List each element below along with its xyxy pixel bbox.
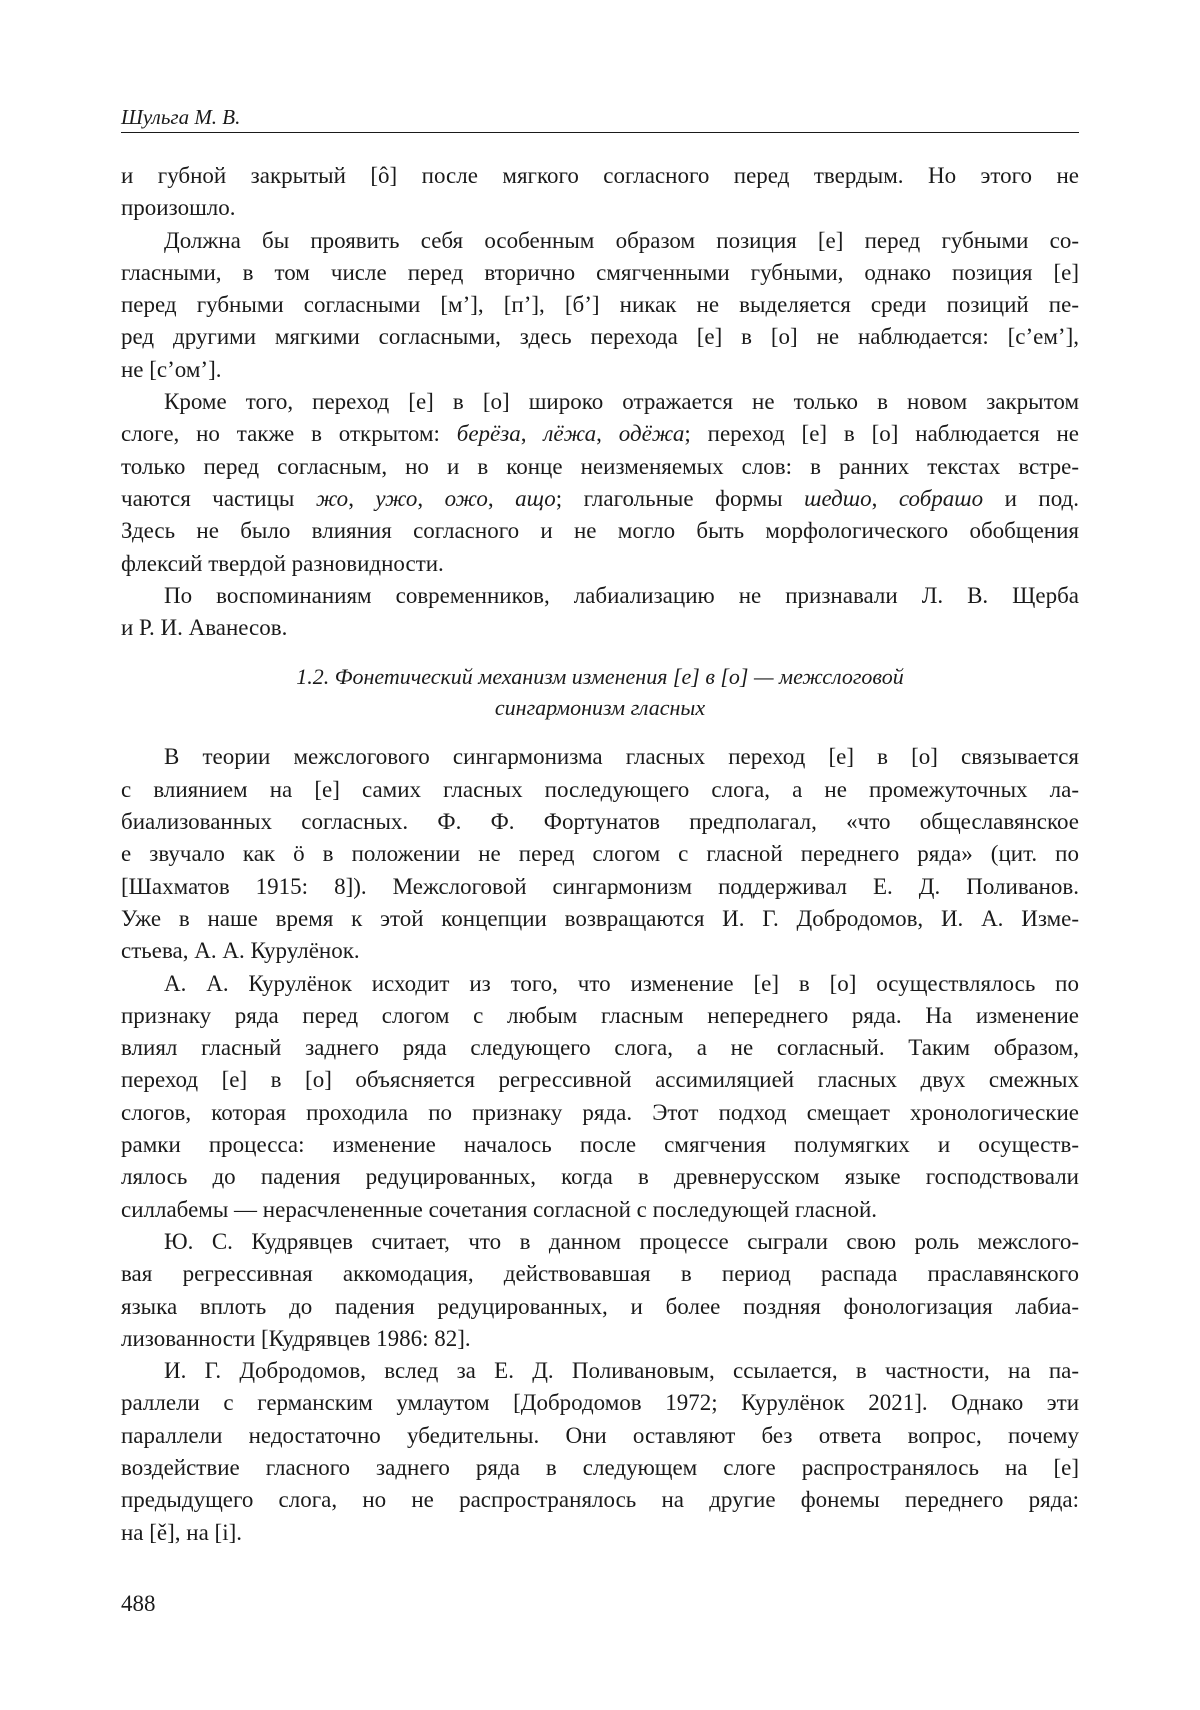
text-run: флексий твердой разновидности. <box>121 550 444 576</box>
text-run: языка вплоть до падения редуцированных, и более поздняя фонологизация лабиа- <box>121 1293 1079 1319</box>
text-run: Ю. С. Кудрявцев считает, что в данном процессе сыграли свою роль межслого- <box>164 1228 1079 1254</box>
italic-word: берёза <box>456 421 521 447</box>
paragraph <box>121 160 1079 225</box>
text-line <box>121 192 1079 224</box>
text-run: параллели недостаточно убедительны. Они оставляют без ответа вопрос, почему <box>121 1422 1079 1448</box>
text-line <box>121 160 1079 192</box>
text-line <box>121 257 1079 289</box>
text-line <box>121 968 1079 1000</box>
italic-word: лёжа <box>543 421 597 447</box>
text-line <box>121 1097 1079 1129</box>
text-run: [Шахматов 1915: 8]). Межслоговой сингармонизм поддерживал Е. Д. Поливанов. <box>121 873 1079 899</box>
paragraph-group-1 <box>121 160 1079 644</box>
text-run: и Р. И. Аванесов. <box>121 615 288 641</box>
text-run: , <box>417 485 445 511</box>
text-run: произошло. <box>121 195 236 221</box>
text-run: , <box>520 421 544 447</box>
italic-word: ужо <box>375 485 418 511</box>
text-line <box>121 451 1079 483</box>
text-run: слогов, которая проходила по признаку ряда. Этот подход смещает хронологические <box>121 1099 1079 1125</box>
text-run: ред другими мягкими согласными, здесь перехода [е] в [о] не наблюдается: [с’ем’], <box>121 324 1079 350</box>
text-line <box>121 418 1079 450</box>
text-run: гласными, в том числе перед вторично смягченными губными, однако позиция [е] <box>121 259 1079 285</box>
text-run: влиял гласный заднего ряда следующего слога, а не согласный. Таким образом, <box>121 1035 1079 1061</box>
text-line <box>121 838 1079 870</box>
text-line <box>121 1129 1079 1161</box>
text-line <box>121 386 1079 418</box>
text-run: на [ě], на [i]. <box>121 1519 243 1545</box>
text-run: рамки процесса: изменение началось после смягчения полумягких и осуществ- <box>121 1132 1079 1158</box>
text-line <box>121 1323 1079 1355</box>
page-number: 488 <box>121 1591 156 1616</box>
text-run: ; переход [е] в [о] наблюдается не <box>684 421 1080 447</box>
text-line <box>121 903 1079 935</box>
text-run: лизованности [Кудрявцев 1986: 82]. <box>121 1325 471 1351</box>
running-head: Шульга М. В. <box>121 105 241 129</box>
text-run: биализованных согласных. Ф. Ф. Фортунатов предполагал, «что общеславянское <box>121 809 1079 835</box>
text-line <box>121 1355 1079 1387</box>
text-run: И. Г. Добродомов, вслед за Е. Д. Поливановым, ссылается, в частности, на па- <box>164 1358 1079 1384</box>
text-run: Кроме того, переход [е] в [о] широко отражается не только в новом закрытом <box>164 389 1079 415</box>
text-line <box>121 1064 1079 1096</box>
text-run: предыдущего слога, но не распространялось на другие фонемы переднего ряда: <box>121 1487 1079 1513</box>
text-line <box>121 1000 1079 1032</box>
section-heading-line-2: сингармонизм гласных <box>494 695 706 721</box>
text-run: и под. <box>983 485 1079 511</box>
text-line <box>121 1291 1079 1323</box>
text-run: Уже в наше время к этой концепции возвращаются И. Г. Добродомов, И. А. Изме- <box>121 905 1079 931</box>
text-line <box>121 515 1079 547</box>
text-run: , <box>348 485 376 511</box>
text-run: раллели с германским умлаутом [Добродомов 1972; Курулёнок 2021]. Однако эти <box>121 1390 1079 1416</box>
text-line <box>121 483 1079 515</box>
header-rule <box>121 132 1079 133</box>
text-run: слоге, но также в открытом: <box>121 421 457 447</box>
text-line <box>121 580 1079 612</box>
paragraph <box>121 386 1079 580</box>
text-line <box>121 806 1079 838</box>
text-run: признаку ряда перед слогом с любым гласным непереднего ряда. На изменение <box>121 1002 1079 1028</box>
text-run: переход [е] в [о] объясняется регрессивной ассимиляцией гласных двух смежных <box>121 1067 1079 1093</box>
paragraph <box>121 741 1079 967</box>
text-line <box>121 612 1079 644</box>
text-run: силлабемы — нерасчлененные сочетания согласной с последующей гласной. <box>121 1196 878 1222</box>
text-run: с влиянием на [е] самих гласных последующего слога, а не промежуточных ла- <box>121 776 1079 802</box>
text-run: и губной закрытый [ô] после мягкого согласного перед твердым. Но этого не <box>121 163 1079 188</box>
text-run: ; глагольные формы <box>555 485 805 511</box>
text-line <box>121 1420 1079 1452</box>
text-line <box>121 1226 1079 1258</box>
text-run: А. А. Курулёнок исходит из того, что изменение [е] в [о] осуществлялось по <box>164 970 1079 996</box>
text-run: , <box>596 421 619 447</box>
text-line <box>121 741 1079 773</box>
text-line <box>121 354 1079 386</box>
text-line <box>121 1161 1079 1193</box>
text-line <box>121 935 1079 967</box>
text-run: воздействие гласного заднего ряда в следующем слоге распространялось на [е] <box>121 1454 1079 1480</box>
text-run: , <box>871 485 899 511</box>
text-run: чаются частицы <box>121 485 316 511</box>
text-run: перед губными согласными [м’], [п’], [б’] никак не выделяется среди позиций пе- <box>121 292 1079 318</box>
text-run: вая регрессивная аккомодация, действовавшая в период распада праславянского <box>121 1261 1079 1287</box>
paragraph <box>121 1355 1079 1549</box>
text-line <box>121 1032 1079 1064</box>
text-line <box>121 1258 1079 1290</box>
italic-word: одёжа <box>618 421 685 447</box>
section-heading <box>181 661 1019 723</box>
text-run: стьева, А. А. Курулёнок. <box>121 938 360 964</box>
italic-word: ащо <box>515 485 556 511</box>
text-run: По воспоминаниям современников, лабиализацию не признавали Л. В. Щерба <box>164 582 1079 608</box>
text-line <box>121 871 1079 903</box>
text-line <box>121 225 1079 257</box>
paragraph <box>121 968 1079 1226</box>
text-run: только перед согласным, но и в конце неизменяемых слов: в ранних текстах встре- <box>121 453 1079 479</box>
italic-word: собрашо <box>898 485 984 511</box>
text-run: Должна бы проявить себя особенным образом позиция [е] перед губными со- <box>164 227 1079 253</box>
paragraph <box>121 225 1079 386</box>
text-line <box>121 1387 1079 1419</box>
italic-word: жо <box>315 485 349 511</box>
italic-word: шедшо <box>804 485 872 511</box>
text-line <box>121 1517 1079 1549</box>
text-run: Здесь не было влияния согласного и не могло быть морфологического обобщения <box>121 518 1079 544</box>
body-text <box>121 160 1079 1549</box>
text-line <box>121 1484 1079 1516</box>
text-run: е звучало как ö в положении не перед слогом с гласной переднего ряда» (цит. по <box>121 841 1079 867</box>
text-run: , <box>487 485 516 511</box>
text-line <box>121 774 1079 806</box>
text-line <box>121 1452 1079 1484</box>
paragraph-group-2 <box>121 741 1079 1548</box>
text-run: В теории межслогового сингармонизма гласных переход [е] в [о] связывается <box>164 744 1079 770</box>
italic-word: ожо <box>444 485 488 511</box>
paragraph <box>121 1226 1079 1355</box>
text-run: не [с’ом’]. <box>121 356 222 382</box>
text-line <box>121 548 1079 580</box>
section-heading-line-1: 1.2. Фонетический механизм изменения [е] в [о] — межслоговой <box>296 664 904 690</box>
text-line <box>121 289 1079 321</box>
paragraph <box>121 580 1079 645</box>
text-line <box>121 321 1079 353</box>
text-line <box>121 1194 1079 1226</box>
text-run: лялось до падения редуцированных, когда в древнерусском языке господствовали <box>121 1164 1079 1190</box>
